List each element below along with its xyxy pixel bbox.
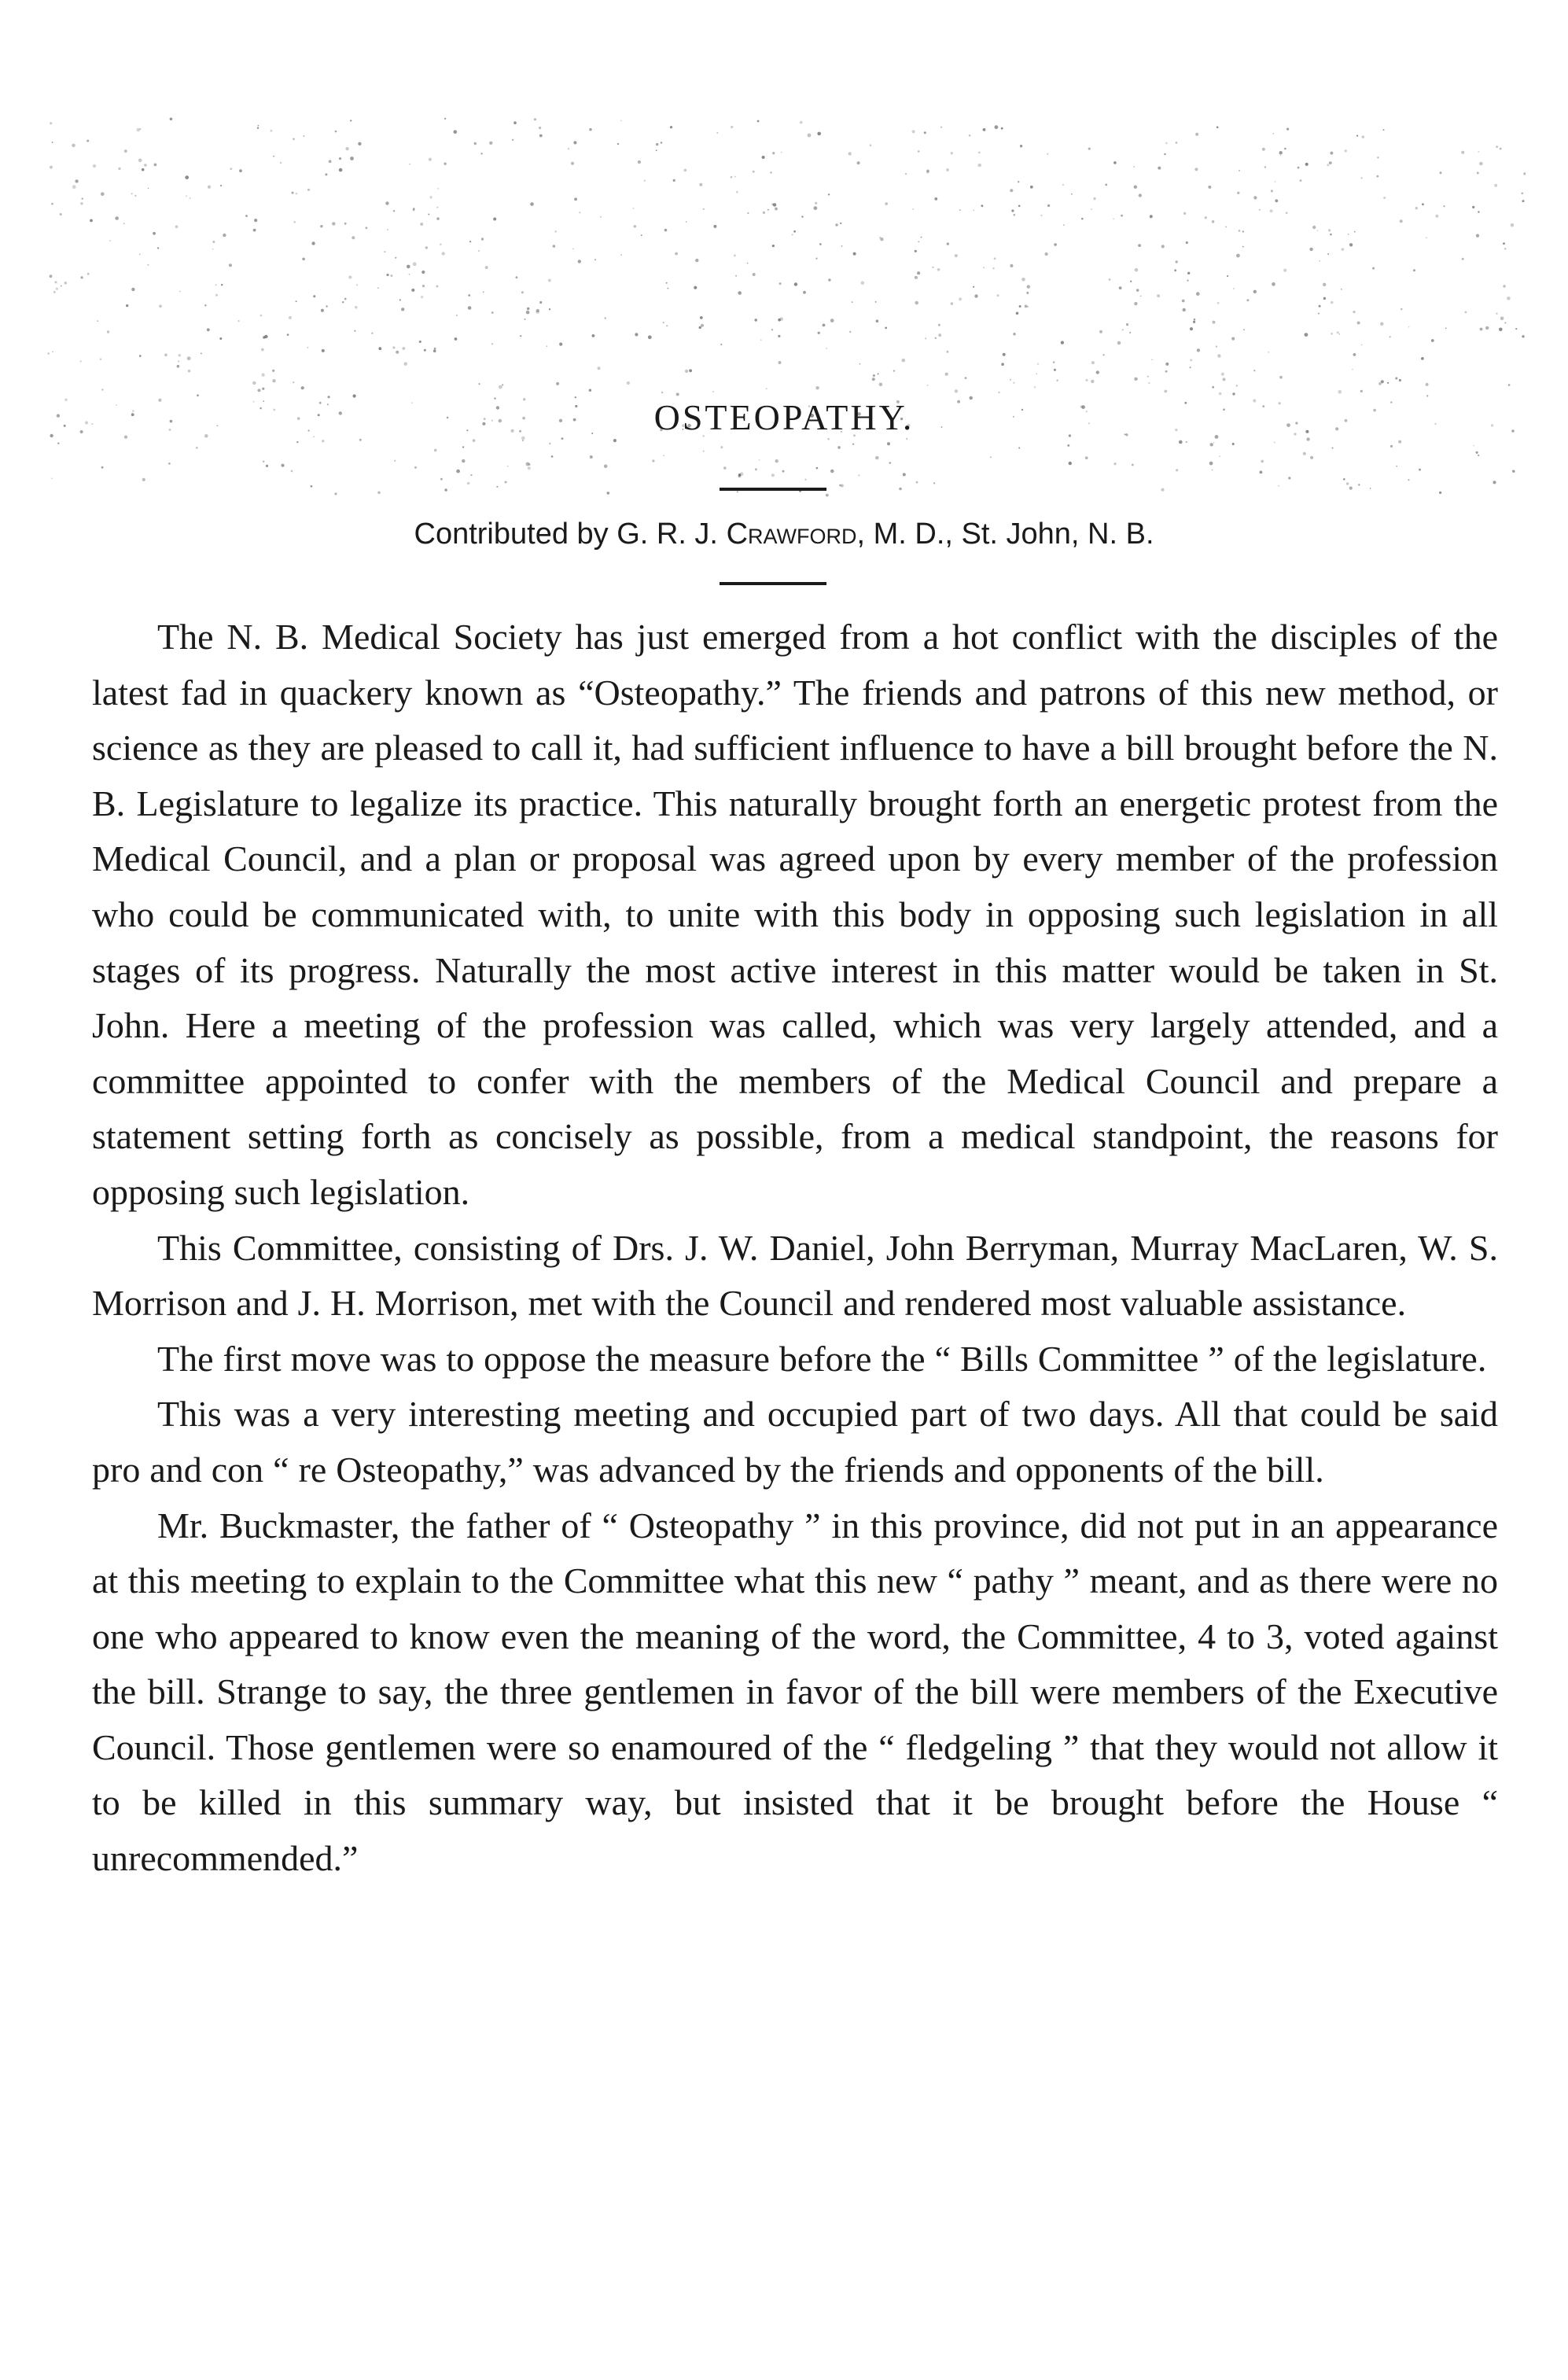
body-paragraph: This Committee, consisting of Drs. J. W. Daniel, John Berryman, Murray MacLaren, W. S. Morrison and J. H. Morrison, met with the Council and rendered most valuable assistance. bbox=[92, 1227, 1498, 1324]
author-byline bbox=[0, 519, 1568, 549]
print-bleed-speckle bbox=[47, 102, 1526, 543]
body-paragraph: Mr. Buckmaster, the father of “ Osteopathy ” in this province, did not put in an appearance at this meeting to explain to the Committee what this new “ pathy ” meant, and as there were no one who appeared to know even the meaning of the word, the Committee, 4 to 3, voted against the bill. Strange to say, the three gentlemen in favor of the bill were members of the Executive Council. Those gentlemen were so enamoured of the “ fledgeling ” that they would not allow it to be killed in this summary way, but insisted that it be brought before the House “ unrecommended.” bbox=[92, 1505, 1498, 1879]
byline-prefix: Contributed by G. R. J. bbox=[414, 518, 727, 551]
article-title: OSTEOPATHY. bbox=[653, 397, 915, 437]
body-paragraph: The N. B. Medical Society has just emerged from a hot conflict with the disciples of the latest fad in quackery known as “Osteopathy.” The friends and patrons of this new method, or science as they are pleased to call it, had sufficient influence to have a bill brought before the N. B. Legislature to legalize its practice. This naturally brought forth an energetic protest from the Medical Council, and a plan or proposal was agreed upon by every member of the profession who could be communicated with, to unite with this body in opposing such legislation in all stages of its progress. Naturally the most active interest in this matter would be taken in St. John. Here a meeting of the profession was called, which was very largely attended, and a committee appointed to confer with the members of the Medical Council and prepare a statement setting forth as concisely as possible, from a medical standpoint, the reasons for opposing such legislation. bbox=[92, 617, 1498, 1212]
byline-suffix: , M. D., St. John, N. B. bbox=[856, 518, 1154, 551]
title-divider-rule bbox=[720, 488, 826, 491]
byline-author-name: Crawford bbox=[726, 518, 857, 551]
article-body bbox=[92, 610, 1498, 1887]
byline-divider-rule bbox=[720, 582, 826, 585]
body-paragraph: The first move was to oppose the measure before the “ Bills Committee ” of the legislature. bbox=[157, 1338, 1487, 1379]
body-paragraph: This was a very interesting meeting and occupied part of two days. All that could be said pro and con “ re Osteopathy,” was advanced by the friends and opponents of the bill. bbox=[92, 1394, 1498, 1490]
